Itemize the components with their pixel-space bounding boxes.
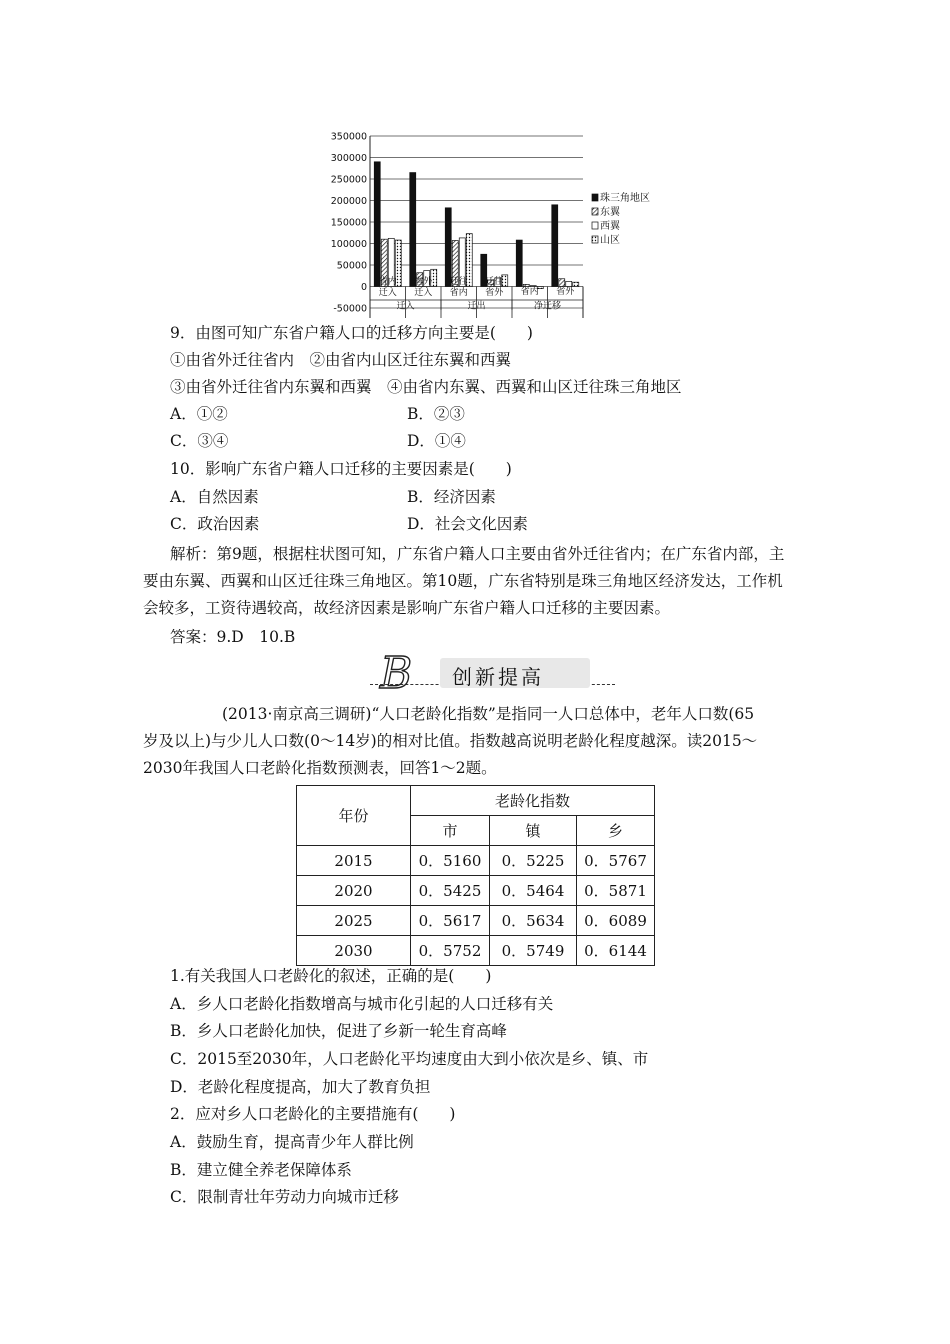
bar <box>445 208 451 287</box>
cell-xiang: 0．5767 <box>577 846 655 876</box>
aging-index-table <box>296 785 655 966</box>
cell-zhen: 0．5464 <box>490 876 577 906</box>
cell-shi: 0．5617 <box>411 906 490 936</box>
q10-option-b: B．经济因素 <box>407 488 496 506</box>
y-tick-label: 250000 <box>330 174 367 186</box>
cell-zhen: 0．5634 <box>490 906 577 936</box>
q9-option-b: B．②③ <box>407 405 465 423</box>
legend-label: 珠三角地区 <box>600 193 650 204</box>
q9-option-d: D．①④ <box>407 432 466 450</box>
q10-stem: 10．影响广东省户籍人口迁移的主要因素是( ) <box>170 460 512 478</box>
cell-xiang: 0．6144 <box>577 936 655 966</box>
intro-line-3: 2030年我国人口老龄化指数预测表，回答1～2题。 <box>143 759 497 777</box>
q2-option-b: B．建立健全养老保障体系 <box>170 1161 352 1179</box>
analysis-line-2: 要由东翼、西翼和山区迁往珠三角地区。第10题，广东省特别是珠三角地区经济发达，工作机 <box>143 572 783 590</box>
table-header-row <box>297 786 655 816</box>
y-tick-label: -50000 <box>333 303 367 315</box>
legend-label: 东翼 <box>600 207 620 218</box>
q10-option-a: A．自然因素 <box>170 488 259 506</box>
category-label: 迁入 <box>414 288 433 298</box>
bar <box>410 173 416 287</box>
bar <box>516 240 522 286</box>
cell-year: 2030 <box>297 936 411 966</box>
subheader-shi: 市 <box>411 816 490 846</box>
cell-shi: 0．5425 <box>411 876 490 906</box>
cell-zhen: 0．5749 <box>490 936 577 966</box>
bars <box>374 162 579 289</box>
table-row <box>297 936 655 966</box>
legend-swatch <box>592 194 598 201</box>
chart-legend <box>592 191 650 246</box>
q9-statements-2: ③由省外迁往省内东翼和西翼 ④由省内东翼、西翼和山区迁往珠三角地区 <box>170 378 682 396</box>
cell-shi: 0．5752 <box>411 936 490 966</box>
q1-option-b: B．乡人口老龄化加快，促进了乡新一轮生育高峰 <box>170 1022 507 1040</box>
intro-line-2: 岁及以上)与少儿人口数(0～14岁)的相对比值。指数越高说明老龄化程度越深。读2015～ <box>143 732 758 750</box>
subheader-xiang: 乡 <box>577 816 655 846</box>
bar <box>559 279 565 287</box>
y-tick-label: 50000 <box>336 260 367 272</box>
y-tick-label: 0 <box>360 282 367 293</box>
bar <box>374 162 380 287</box>
bar <box>566 281 572 286</box>
category-label: 省内 <box>520 287 539 297</box>
intro-line-1: (2013·南京高三调研)“人口老龄化指数”是指同一人口总体中，老年人口数(65 <box>222 705 755 723</box>
q10-option-c: C．政治因素 <box>170 515 260 533</box>
bar <box>573 282 579 286</box>
category-axis <box>370 275 583 318</box>
cell-year: 2020 <box>297 876 411 906</box>
table-row <box>297 906 655 936</box>
legend-label: 山区 <box>600 235 620 246</box>
group-label: 迁入 <box>396 301 415 312</box>
y-tick-label: 300000 <box>330 153 367 164</box>
category-label: 迁入 <box>378 288 397 298</box>
analysis-line-3: 会较多，工资待遇较高，故经济因素是影响广东省户籍人口迁移的主要因素。 <box>143 599 671 617</box>
legend-swatch <box>592 236 598 243</box>
y-tick-label: 200000 <box>330 196 367 207</box>
legend-swatch <box>592 208 598 215</box>
table-row <box>297 876 655 906</box>
q1-option-d: D．老龄化程度提高，加大了教育负担 <box>170 1078 431 1096</box>
group-label: 迁出 <box>467 301 486 312</box>
analysis-line-1: 解析：第9题，根据柱状图可知，广东省户籍人口主要由省外迁往省内；在广东省内部，主 <box>170 545 785 563</box>
category-label: 迁往 <box>449 277 468 287</box>
category-label: 省外 <box>414 277 433 287</box>
banner-title: 创新提高 <box>452 665 544 689</box>
legend-swatch <box>592 222 598 229</box>
q9-stem: 9．由图可知广东省户籍人口的迁移方向主要是( ) <box>170 324 533 342</box>
q10-option-d: D．社会文化因素 <box>407 515 528 533</box>
group-label: 净迁移 <box>533 301 562 312</box>
year-header: 年份 <box>297 786 411 846</box>
subheader-zhen: 镇 <box>490 816 577 846</box>
migration-bar-chart <box>330 128 660 318</box>
cell-year: 2025 <box>297 906 411 936</box>
legend-label: 西翼 <box>600 221 620 232</box>
section-banner <box>370 648 615 699</box>
cell-xiang: 0．6089 <box>577 906 655 936</box>
q1-option-c: C．2015至2030年，人口老龄化平均速度由大到小依次是乡、镇、市 <box>170 1050 649 1068</box>
table-row <box>297 846 655 876</box>
q1-option-a: A．乡人口老龄化指数增高与城市化引起的人口迁移有关 <box>170 995 554 1013</box>
cell-xiang: 0．5871 <box>577 876 655 906</box>
y-tick-label: 150000 <box>330 217 367 229</box>
q1-stem: 1.有关我国人口老龄化的叙述，正确的是( ) <box>170 967 492 985</box>
q9-option-c: C．③④ <box>170 432 229 450</box>
category-label: 省内 <box>449 288 468 298</box>
y-tick-label: 100000 <box>330 239 367 250</box>
category-label: 省外 <box>485 288 504 298</box>
banner-letter: B <box>380 648 413 699</box>
category-label: 省内 <box>378 277 397 287</box>
y-axis-ticks <box>331 132 367 315</box>
cell-shi: 0．5160 <box>411 846 490 876</box>
index-header: 老龄化指数 <box>411 786 655 816</box>
y-tick-label: 350000 <box>330 131 367 143</box>
cell-year: 2015 <box>297 846 411 876</box>
q9-statements-1: ①由省外迁往省内 ②由省内山区迁往东翼和西翼 <box>170 351 512 369</box>
q2-stem: 2．应对乡人口老龄化的主要措施有( ) <box>170 1105 456 1123</box>
category-label: 省外 <box>556 287 575 297</box>
bar <box>552 205 558 287</box>
answer-line: 答案：9.D 10.B <box>170 628 296 646</box>
cell-zhen: 0．5225 <box>490 846 577 876</box>
category-label: 迁往 <box>485 277 504 287</box>
q9-option-a: A．①② <box>170 405 228 423</box>
q2-option-a: A．鼓励生育，提高青少年人群比例 <box>170 1133 414 1151</box>
q2-option-c: C．限制青壮年劳动力向城市迁移 <box>170 1188 399 1206</box>
